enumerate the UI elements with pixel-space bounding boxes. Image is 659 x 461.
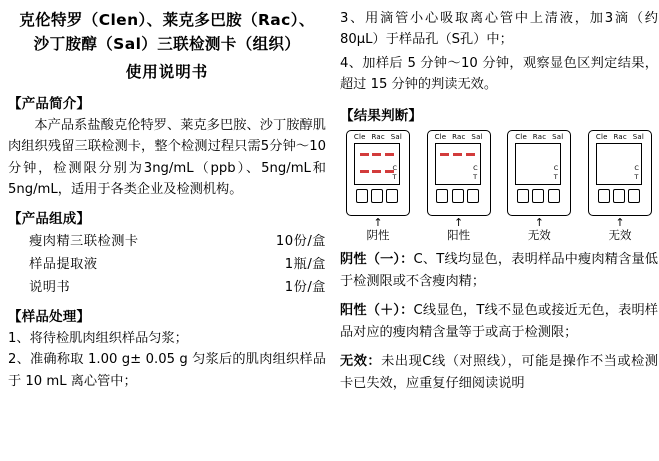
t-line-mark: T xyxy=(473,172,478,181)
result-window xyxy=(354,143,400,185)
sample-well xyxy=(613,189,625,203)
test-strip xyxy=(534,146,543,182)
result-window xyxy=(435,143,481,185)
t-line-mark: T xyxy=(553,172,558,181)
ct-line-marks xyxy=(392,164,397,183)
page-title-line-2: 沙丁胺醇（Sal）三联检测卡（组织） xyxy=(33,35,301,54)
section-heading-sample: 【样品处理】 xyxy=(8,308,91,325)
c-line-mark: C xyxy=(553,163,559,172)
test-strip xyxy=(372,146,381,182)
test-strip xyxy=(614,146,623,182)
section-heading-intro: 【产品简介】 xyxy=(8,96,91,113)
result-positive-lead: 阳性（＋）： xyxy=(340,303,414,319)
sample-arrow-icon: ↑ xyxy=(373,215,383,229)
sample-step-1: 1、将待检肌肉组织样品匀浆； xyxy=(8,330,188,346)
cassette-analyte-labels xyxy=(508,131,570,142)
ct-line-marks xyxy=(554,164,559,183)
sample-wells xyxy=(435,189,481,203)
result-negative-text: C、T线均显色，表明样品中瘦肉精含量低于检测限或不含瘦肉精； xyxy=(340,252,658,290)
right-column xyxy=(340,6,658,461)
sample-wells xyxy=(596,189,642,203)
cassette-positive xyxy=(423,130,495,243)
section-heading-judgement: 【结果判断】 xyxy=(340,107,423,124)
analyte-label-rac: Rac xyxy=(613,132,627,141)
sample-arrow-icon: ↑ xyxy=(534,215,544,229)
c-line-mark: C xyxy=(634,163,639,172)
test-cassette-graphic xyxy=(346,130,410,216)
result-window xyxy=(515,143,561,185)
analyte-label-rac: Rac xyxy=(532,132,547,141)
result-illustration-group xyxy=(340,130,658,243)
test-cassette-graphic xyxy=(427,130,491,216)
composition-item-qty: 10份/盒 xyxy=(275,233,326,249)
ct-line-marks xyxy=(634,164,639,183)
test-strip xyxy=(360,146,369,182)
composition-row xyxy=(8,253,326,276)
sample-well xyxy=(436,189,448,203)
analyte-label-rac: Rac xyxy=(452,132,466,141)
analyte-label-sal: Sal xyxy=(552,132,564,141)
result-positive-paragraph xyxy=(340,300,658,344)
analyte-label-cle: Cle xyxy=(515,132,527,141)
test-strip xyxy=(602,146,611,182)
page-title-line-1: 克伦特罗（Clen）、莱克多巴胺（Rac）、 xyxy=(19,11,315,29)
sample-well xyxy=(467,189,479,203)
page-subtitle: 使用说明书 xyxy=(125,63,209,82)
sample-step-2: 2、准确称取 1.00 g± 0.05 g 匀浆后的肌肉组织样品于 10 mL 离心管中； xyxy=(8,352,326,389)
section-heading-composition: 【产品组成】 xyxy=(8,210,91,227)
result-window xyxy=(596,143,642,185)
composition-row xyxy=(8,230,326,253)
sample-well xyxy=(452,189,464,203)
result-positive-text: C线显色，T线不显色或接近无色，表明样品对应的瘦肉精含量等于或高于检测限； xyxy=(340,303,658,341)
composition-item-qty: 1份/盒 xyxy=(284,279,326,295)
analyte-label-cle: Cle xyxy=(434,132,447,141)
left-column xyxy=(8,6,326,461)
sample-arrow-icon: ↑ xyxy=(454,215,464,229)
sample-well xyxy=(517,189,529,203)
analyte-label-cle: Cle xyxy=(595,132,608,141)
analyte-label-sal: Sal xyxy=(632,132,645,141)
cassette-caption: 无效 xyxy=(527,227,551,242)
cassette-analyte-labels xyxy=(347,131,409,142)
test-strip xyxy=(521,146,530,182)
analyte-label-sal: Sal xyxy=(390,132,403,141)
procedure-step-4: 4、加样后 5 分钟～10 分钟，观察显色区判定结果，超过 15 分钟的判读无效。 xyxy=(340,55,658,93)
result-invalid-text: 未出现C线（对照线），可能是操作不当或检测卡已失效，应重复仔细阅读说明 xyxy=(340,354,658,391)
analyte-label-rac: Rac xyxy=(371,132,385,141)
cassette-invalid-a xyxy=(503,130,575,243)
sample-well xyxy=(548,189,560,203)
sample-well xyxy=(386,189,398,203)
result-invalid-paragraph xyxy=(340,351,658,395)
sample-well xyxy=(628,189,640,203)
composition-item-qty: 1瓶/盒 xyxy=(284,256,326,272)
cassette-caption: 无效 xyxy=(608,227,632,242)
cassette-analyte-labels xyxy=(589,131,651,142)
result-negative-lead: 阴性（一）： xyxy=(340,252,414,268)
cassette-invalid-b xyxy=(584,130,656,243)
composition-item-name: 样品提取液 xyxy=(29,256,98,272)
composition-row xyxy=(8,276,326,299)
result-invalid-lead: 无效： xyxy=(340,354,382,370)
intro-paragraph: 本产品系盐酸克伦特罗、莱克多巴胺、沙丁胺醇肌肉组织残留三联检测卡，整个检测过程只需5分钟～10分钟，检测限分别为3ng/mL（ppb）、5ng/mL和5ng/mL，适用于各类企业及检测机构。 xyxy=(8,118,326,198)
analyte-label-sal: Sal xyxy=(471,132,483,141)
two-column-layout xyxy=(8,6,658,461)
sample-well xyxy=(532,189,544,203)
t-line-mark: T xyxy=(392,172,397,181)
ct-line-marks xyxy=(473,164,478,183)
test-strip xyxy=(440,146,449,182)
test-cassette-graphic xyxy=(588,130,652,216)
result-negative-paragraph xyxy=(340,249,658,293)
sample-wells xyxy=(354,189,400,203)
analyte-label-cle: Cle xyxy=(353,132,366,141)
test-strip xyxy=(453,146,462,182)
cassette-analyte-labels xyxy=(428,131,490,142)
t-line-mark: T xyxy=(634,172,639,181)
sample-well xyxy=(371,189,383,203)
test-cassette-graphic xyxy=(507,130,571,216)
composition-item-name: 瘦肉精三联检测卡 xyxy=(29,233,139,249)
composition-item-name: 说明书 xyxy=(29,279,71,295)
sample-well xyxy=(356,189,368,203)
c-line-mark: C xyxy=(473,163,478,172)
procedure-step-3: 3、用滴管小心吸取离心管中上清液，加3滴（约80μL）于样品孔（S孔）中； xyxy=(340,11,658,48)
sample-well xyxy=(598,189,610,203)
sample-wells xyxy=(515,189,561,203)
cassette-negative xyxy=(342,130,414,243)
sample-arrow-icon: ↑ xyxy=(615,215,625,229)
cassette-caption: 阴性 xyxy=(366,227,390,242)
c-line-mark: C xyxy=(392,163,397,172)
cassette-caption: 阳性 xyxy=(447,227,471,242)
